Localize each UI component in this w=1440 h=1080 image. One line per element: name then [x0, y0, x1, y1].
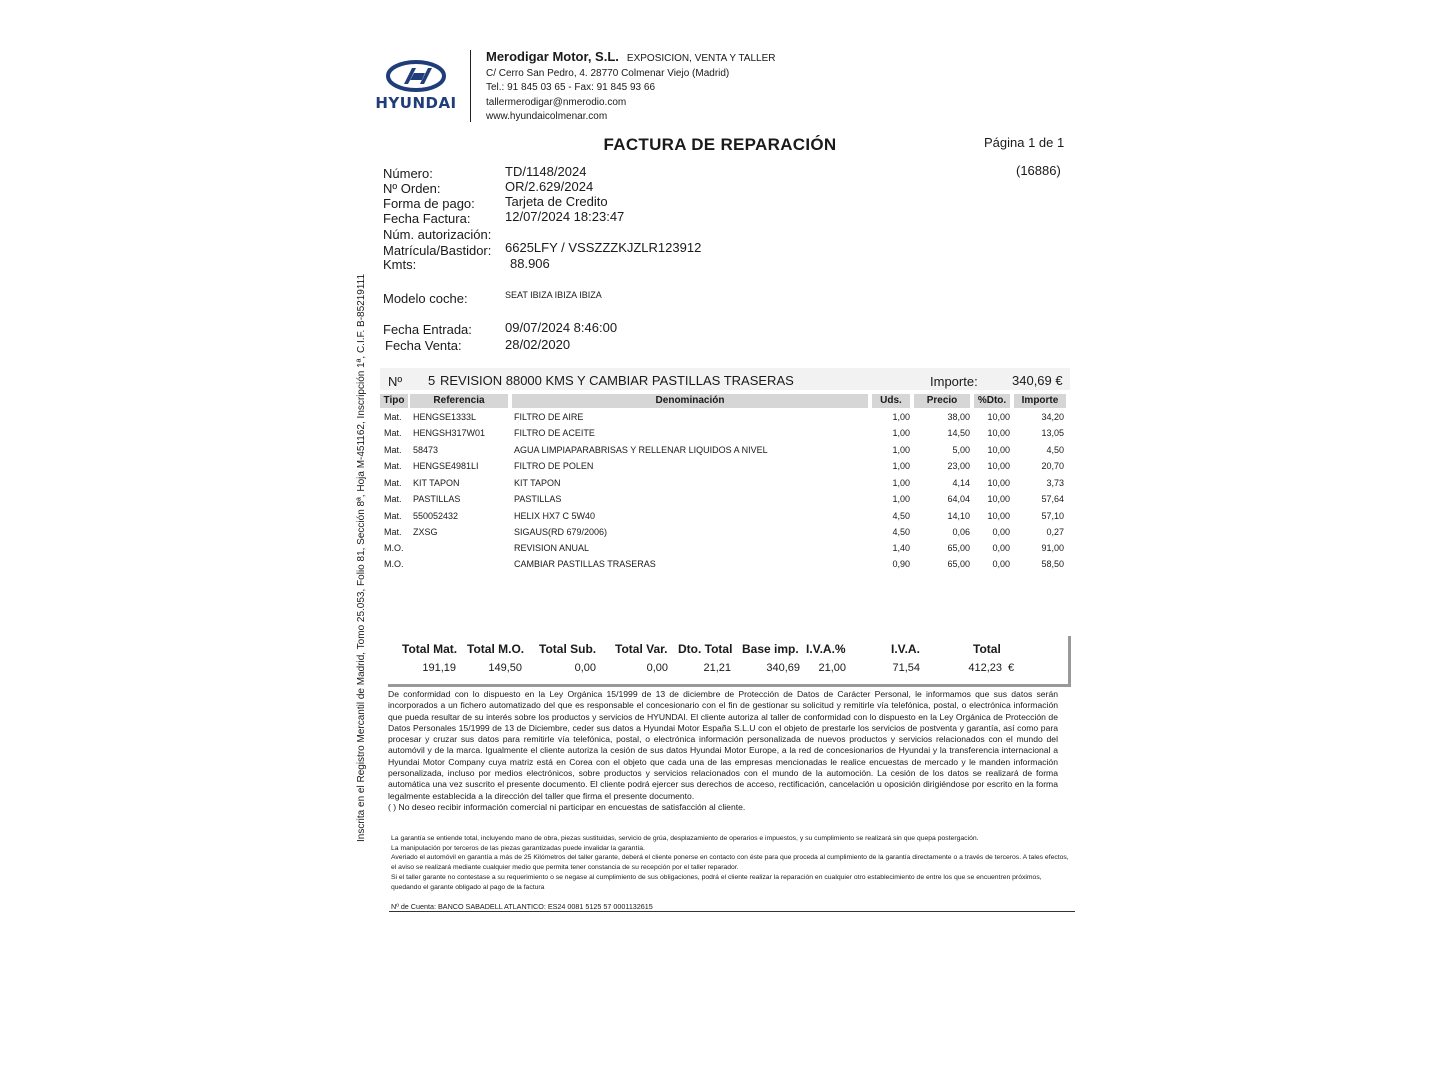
row-4-uds: 1,00 — [892, 461, 910, 471]
row-8-precio: 0,06 — [952, 527, 970, 537]
row-6-importe: 57,64 — [1041, 494, 1064, 504]
fecha-venta-label: Fecha Venta: — [385, 338, 462, 353]
row-3-den: AGUA LIMPIAPARABRISAS Y RELLENAR LIQUIDOS A NIVEL — [514, 445, 768, 455]
dto-total-value: 21,21 — [703, 662, 731, 674]
row-9-precio: 65,00 — [947, 543, 970, 553]
row-4-importe: 20,70 — [1041, 461, 1064, 471]
warranty-line: La garantía se entiende total, incluyendo mano de obra, piezas sustituidas, servicio de grúa, desplazamiento de operarios e impuestos, y su cumplimiento se realizará sin que quepa postergación. — [391, 835, 979, 842]
logo-text: HYUNDAI — [375, 94, 457, 112]
bank-account: Nº de Cuenta: BANCO SABADELL ATLANTICO: ES24 0081 5125 57 0001132615 — [391, 902, 653, 911]
optout-text: ( ) No deseo recibir información comercial ni participar en encuestas de satisfacción al cliente. — [388, 801, 746, 812]
row-2-den: FILTRO DE ACEITE — [514, 428, 595, 438]
row-1-precio: 38,00 — [947, 412, 970, 422]
page-number: Página 1 de 1 — [984, 135, 1065, 150]
warranty-line: Averiado el automóvil en garantía a más de 25 Kilómetros del taller garante, deberá el cliente ponerse en contacto con éste para que proceda al cumplimiento de la garantía directamente o a través de terceros. A tales efectos, el aviso se realizará mediante cualquier medio que permita tener constancia de su recepción por el taller reparador. — [391, 854, 1069, 872]
row-6-den: PASTILLAS — [514, 494, 562, 504]
fecha-entrada-value: 09/07/2024 8:46:00 — [505, 320, 618, 335]
row-9-dto: 0,00 — [992, 543, 1010, 553]
row-7-precio: 14,10 — [947, 511, 970, 521]
numero-label: Número: — [383, 166, 433, 181]
row-6-ref: PASTILLAS — [413, 494, 461, 504]
th-tipo: Tipo — [380, 394, 408, 408]
row-8-dto: 0,00 — [992, 527, 1010, 537]
order-number: 5 — [428, 373, 436, 388]
order-importe-value: 340,69 € — [1012, 373, 1063, 388]
th-denominacion: Denominación — [512, 394, 868, 408]
row-2-precio: 14,50 — [947, 428, 970, 438]
row-7-den: HELIX HX7 C 5W40 — [514, 511, 596, 521]
row-10-importe: 58,50 — [1041, 559, 1064, 569]
total-label: Total — [973, 642, 1001, 656]
matricula-value: 6625LFY / VSSZZZKJZLR123912 — [505, 240, 702, 255]
row-1-tipo: Mat. — [384, 412, 402, 422]
row-8-ref: ZXSG — [413, 527, 438, 537]
privacy-notice — [388, 689, 1058, 813]
row-10-uds: 0,90 — [892, 559, 910, 569]
row-6-uds: 1,00 — [892, 494, 910, 504]
iva-pct-label: I.V.A.% — [806, 642, 846, 656]
row-1-uds: 1,00 — [892, 412, 910, 422]
row-5-precio: 4,14 — [952, 478, 970, 488]
total-var-value: 0,00 — [646, 662, 668, 674]
row-3-uds: 1,00 — [892, 445, 910, 455]
th-precio: Precio — [914, 394, 970, 408]
dto-total-label: Dto. Total — [678, 642, 733, 656]
modelo-label: Modelo coche: — [383, 291, 468, 306]
row-2-uds: 1,00 — [892, 428, 910, 438]
hyundai-emblem-icon — [370, 60, 462, 94]
row-10-den: CAMBIAR PASTILLAS TRASERAS — [514, 559, 656, 569]
company-info — [486, 50, 775, 125]
kmts-label: Kmts: — [383, 257, 417, 272]
total-sub-label: Total Sub. — [539, 642, 597, 656]
row-1-importe: 34,20 — [1041, 412, 1064, 422]
row-2-tipo: Mat. — [384, 428, 402, 438]
row-7-tipo: Mat. — [384, 511, 402, 521]
row-7-ref: 550052432 — [413, 511, 459, 521]
numero-value: TD/1148/2024 — [505, 164, 587, 179]
row-8-den: SIGAUS(RD 679/2006) — [514, 527, 608, 537]
row-5-tipo: Mat. — [384, 478, 402, 488]
row-4-dto: 10,00 — [987, 461, 1010, 471]
row-9-den: REVISION ANUAL — [514, 543, 590, 553]
registry-side-text: Inscrita en el Registro Mercantil de Madrid, Tomo 25.053, Folio 81, Sección 8ª, Hoja M-451162, Inscripción 1ª, C.I.F. B-85219111 — [356, 273, 367, 842]
row-9-tipo: M.O. — [384, 543, 404, 553]
privacy-text: De conformidad con lo dispuesto en la Ley Orgánica 15/1999 de 13 de diciembre de Protección de Datos de Carácter Personal, le informamos que sus datos serán incorporados a un fichero automatizado del que es responsable el concesionario con el fin de gestionar su solicitud y remitirle vía telefónica, postal, o electrónica información que pueda resultar de su interés sobre los productos y servicios de HYUNDAI. El cliente autoriza al taller de conformidad con lo dispuesto en la Ley Orgánica de Protección de Datos Personales 15/1999 de 13 de Diciembre, ceder sus datos a Hyundai Motor España S.L.U con el objeto de prestarle los servicios de postventa y garantía, así como para procesar y cruzar sus datos para remitirle vía telefónica, postal, o electrónica información personalizada de nuevos productos y servicios relacionados con el mundo del automóvil y de la marca. Igualmente el cliente autoriza la cesión de sus datos Hyundai Motor Europe, a la red de concesionarios de Hyundai y la transferencia internacional a Hyundai Motor Company cuya matriz está en Corea con el objeto que cada una de las empresas mencionadas le realice encuestas de mercado y le manden información personalizada, incluso por medios electrónicos, sobre productos y servicios relacionados con el mundo de la automoción. La cesión de los datos se realizará de forma automática una vez suscrito el presente documento. El cliente podrá ejercer sus derechos de acceso, rectificación, cancelación u oposición dirigiéndose por escrito en la forma legalmente establecida a la dirección del taller que firma el presente documento. — [388, 689, 1058, 801]
th-dto: %Dto. — [974, 394, 1010, 408]
forma-pago-value: Tarjeta de Credito — [505, 194, 608, 209]
row-2-ref: HENGSH317W01 — [413, 428, 486, 438]
total-currency: € — [1008, 662, 1015, 674]
warranty-line: Si el taller garante no contestase a su requerimiento o se negase al cumplimiento de sus obligaciones, podrá el cliente realizar la reparación en cualquier otro establecimiento de entre los que se encuentren próximos, quedando el garante obligado al pago de la factura — [391, 873, 1042, 891]
row-3-tipo: Mat. — [384, 445, 402, 455]
document-code: (16886) — [1016, 163, 1061, 178]
row-5-dto: 10,00 — [987, 478, 1010, 488]
company-email: tallermerodigar@nmerodio.com — [486, 96, 627, 108]
iva-pct-value: 21,00 — [818, 662, 846, 674]
row-10-precio: 65,00 — [947, 559, 970, 569]
row-6-dto: 10,00 — [987, 494, 1010, 504]
total-mat-label: Total Mat. — [402, 642, 458, 656]
row-9-uds: 1,40 — [892, 543, 910, 553]
fecha-venta-value: 28/02/2020 — [505, 337, 571, 352]
row-4-precio: 23,00 — [947, 461, 970, 471]
company-phone: Tel.: 91 845 03 65 - Fax: 91 845 93 66 — [486, 82, 656, 93]
row-2-dto: 10,00 — [987, 428, 1010, 438]
company-name: Merodigar Motor, S.L. — [486, 49, 619, 64]
row-4-ref: HENGSE4981LI — [413, 461, 479, 471]
row-7-dto: 10,00 — [987, 511, 1010, 521]
fecha-entrada-label: Fecha Entrada: — [383, 322, 472, 337]
total-sub-value: 0,00 — [574, 662, 596, 674]
iva-label: I.V.A. — [891, 642, 920, 656]
th-uds: Uds. — [872, 394, 910, 408]
row-8-importe: 0,27 — [1046, 527, 1064, 537]
row-3-dto: 10,00 — [987, 445, 1010, 455]
autorizacion-label: Núm. autorización: — [383, 227, 492, 242]
base-imp-label: Base imp. — [742, 642, 799, 656]
total-mo-label: Total M.O. — [467, 642, 525, 656]
row-4-den: FILTRO DE POLEN — [514, 461, 594, 471]
row-6-tipo: Mat. — [384, 494, 402, 504]
matricula-label: Matrícula/Bastidor: — [383, 243, 492, 258]
total-mat-value: 191,19 — [422, 662, 456, 674]
row-5-ref: KIT TAPON — [413, 478, 460, 488]
order-description: REVISION 88000 KMS Y CAMBIAR PASTILLAS TRASERAS — [440, 373, 794, 388]
row-5-den: KIT TAPON — [514, 478, 561, 488]
row-3-importe: 4,50 — [1046, 445, 1064, 455]
fecha-factura-value: 12/07/2024 18:23:47 — [505, 209, 625, 224]
kmts-value: 88.906 — [510, 256, 550, 271]
row-8-tipo: Mat. — [384, 527, 402, 537]
fecha-factura-label: Fecha Factura: — [383, 211, 471, 226]
th-importe: Importe — [1014, 394, 1066, 408]
row-4-tipo: Mat. — [384, 461, 402, 471]
document-title: FACTURA DE REPARACIÓN — [603, 135, 837, 154]
row-1-dto: 10,00 — [987, 412, 1010, 422]
warranty-line: La manipulación por terceros de las piezas garantizadas puede invalidar la garantía. — [391, 844, 645, 852]
company-tagline: EXPOSICION, VENTA Y TALLER — [626, 53, 776, 64]
row-5-importe: 3,73 — [1046, 478, 1064, 488]
iva-value: 71,54 — [892, 662, 920, 674]
row-3-ref: 58473 — [413, 445, 439, 455]
base-imp-value: 340,69 — [766, 662, 800, 674]
total-value: 412,23 — [968, 662, 1002, 674]
total-var-label: Total Var. — [615, 642, 668, 656]
company-website: www.hyundaicolmenar.com — [486, 111, 608, 122]
row-3-precio: 5,00 — [952, 445, 970, 455]
orden-label: Nº Orden: — [383, 181, 441, 196]
forma-pago-label: Forma de pago: — [383, 196, 475, 211]
row-8-uds: 4,50 — [892, 527, 910, 537]
footer-rule — [389, 911, 1075, 912]
row-10-tipo: M.O. — [384, 559, 404, 569]
header-divider — [470, 50, 471, 122]
row-9-importe: 91,00 — [1041, 543, 1064, 553]
row-10-dto: 0,00 — [992, 559, 1010, 569]
hyundai-logo — [370, 60, 462, 116]
row-2-importe: 13,05 — [1041, 428, 1064, 438]
th-referencia: Referencia — [410, 394, 508, 408]
row-1-ref: HENGSE1333L — [413, 412, 477, 422]
row-7-uds: 4,50 — [892, 511, 910, 521]
total-mo-value: 149,50 — [488, 662, 522, 674]
warranty-notice — [391, 834, 1071, 892]
order-importe-label: Importe: — [930, 374, 978, 389]
row-6-precio: 64,04 — [947, 494, 970, 504]
modelo-value: SEAT IBIZA IBIZA IBIZA — [505, 290, 602, 300]
orden-value: OR/2.629/2024 — [505, 179, 594, 194]
row-1-den: FILTRO DE AIRE — [514, 412, 584, 422]
company-address: C/ Cerro San Pedro, 4. 28770 Colmenar Viejo (Madrid) — [486, 67, 730, 79]
row-7-importe: 57,10 — [1041, 511, 1064, 521]
order-n-label: Nº — [388, 374, 403, 389]
row-5-uds: 1,00 — [892, 478, 910, 488]
